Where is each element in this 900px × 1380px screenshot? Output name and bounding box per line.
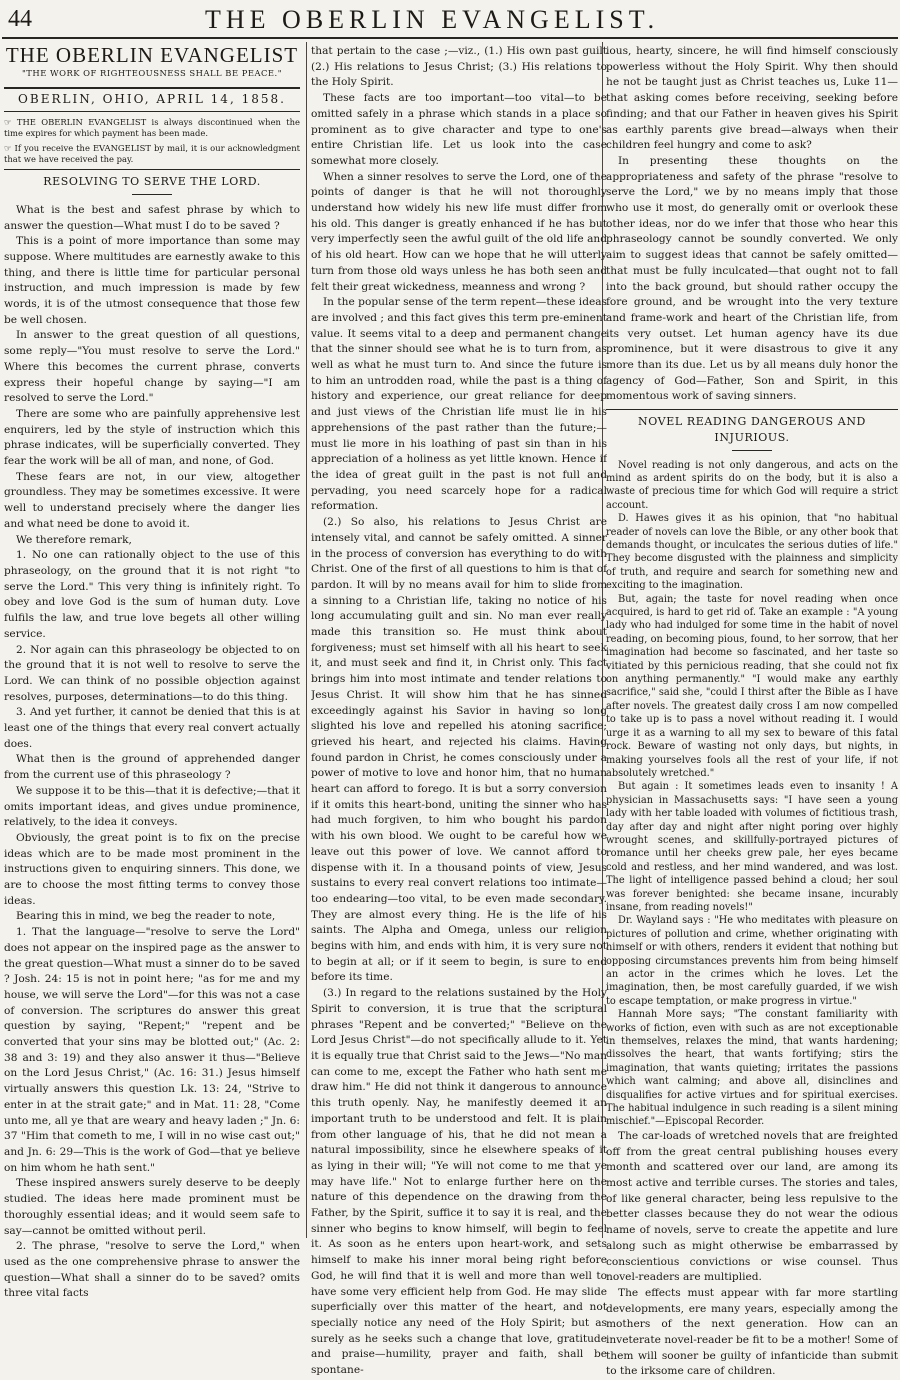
masthead: [0, 0, 900, 38]
paragraph: What is the best and safest phrase by which to answer the question—What must I do to be saved ?: [4, 203, 300, 232]
paragraph: These inspired answers surely deserve to be deeply studied. The ideas here made prominent must be thoroughly essential ideas; and it would seem safe to say—cannot be omitted without peril.: [4, 1177, 300, 1237]
payment-notice: ☞ If you receive the EVANGELIST by mail, it is our acknowledgment that we have received the pay.: [4, 143, 300, 165]
paragraph: In the popular sense of the term repent—these ideas are involved ; and this fact gives this term pre-eminent value. It seems vital to a deep and permanent change that the sinner should see what he is to turn from, as well as what he must turn to. And since the future is to him an untrodden road, while the past is a thing of history and experience, our great reliance for deep and just views of the Christian life must lie in his apprehensions of the past rather than the future;—must lie more in his loathing of past sin than in his appreciation of a holiness as yet little known. Hence if the idea of great guilt in the past is not full and pervading, you need scarcely hope for a radical reformation.: [311, 296, 607, 513]
paragraph: Hannah More says; "The constant familiarity with works of fiction, even with such as are not exceptionable in themselves, relaxes the mind, that wants hardening; dissolves the heart, that wants fortifying; stirs the imagination, that wants quieting; irritates the passions which want calming; and above all, disinclines and disqualifies for active virtues and for spiritual exercises. The habitual indulgence in such reading is a silent mining mischief."—Episcopal Recorder.: [606, 1009, 898, 1128]
paragraph: The car-loads of wretched novels that are freighted off from the great central publishing houses every month and scattered over our land, are among its most active and terrible curses. The stories and tales, of like general character, being less repulsive to the better classes because they do not wear the odious name of novels, serve to create the appetite and lure along such as might otherwise be embarrassed by conscientious convictions or wise counsel. Thus novel-readers are multiplied.: [606, 1129, 898, 1284]
article-heading: RESOLVING TO SERVE THE LORD.: [4, 169, 300, 190]
paragraph: This is a point of more importance than some may suppose. Where multitudes are earnestly awake to this thing, and there is little time for particular personal instruction, and much impression is made by few words, it is of the utmost consequence that those few be well chosen.: [4, 235, 300, 326]
page-number: 44: [8, 6, 32, 32]
dateline: OBERLIN, OHIO, APRIL 14, 1858.: [4, 87, 300, 112]
paragraph: There are some who are painfully apprehensive lest enquirers, led by the style of instruction which this phrase indicates, will be superficially converted. They fear the work will be all of man, and none, of God.: [4, 407, 300, 468]
paragraph: (3.) In regard to the relations sustained by the Holy Spirit to conversion, it is true that the scriptural phrases "Repent and be converted;" "Believe on the Lord Jesus Christ"—do not specifically allude to it. Yet it is equally true that Christ said to the Jews—"No man can come to me, except the Father who hath sent me draw him." He did not think it dangerous to announce this truth openly. Nay, he manifestly deemed it an important truth to be understood and felt. It is plain from other language of his, that he did not mean a natural impossibility, since he elsewhere speaks of it as lying in their will; "Ye will not come to me that ye may have life." Not to enlarge further here on the nature of this dependence on the drawing from the Father, by the Spirit, suffice it to say it is real, and the sinner who begins to know himself, will begin to feel it. As soon as he enters upon heart-work, and sets himself to make his inner moral being right before God, he will find that it is well and more than well to have some very efficient help from God. He may slide superficially over this matter of the heart, and not specially notice any need of the Holy Spirit; but as surely as he seeks such a change that love, gratitude and praise—humility, prayer and faith, shall be spontane-: [311, 987, 607, 1377]
paragraph: In presenting these thoughts on the appropriateness and safety of the phrase "resolve to serve the Lord," we by no means imply that those who use it most, do generally omit or overlook these other ideas, nor do we infer that those who hear this phraseology cannot be soundly converted. We only aim to suggest ideas that cannot be safely omitted—that must be fully inculcated—that ought not to fall into the back ground, but should rather occupy the fore ground, and be wrought into the very texture and frame-work and heart of the Christian life, from its very outset. Let human agency have its due prominence, but it were disastrous to give it any more than its due. Let us by all means duly honor the agency of God—Father, Son and Spirit, in this momentous work of saving sinners.: [606, 154, 898, 403]
paragraph: The effects must appear with far more startling developments, ere many years, especially among the mothers of the next generation. How can an inveterate novel-reader be fit to be a mother! Some of them will sooner be guilty of infanticide than submit to the irksome care of children.: [606, 1286, 898, 1378]
masthead-rule: [2, 37, 898, 39]
paragraph: 1. No one can rationally object to the use of this phraseology, on the ground that it is not right "to serve the Lord." This very thing is infinitely right. To obey and love God is the sum of human duty. Love fulfils the law, and true love begets all other willing service.: [4, 549, 300, 640]
paragraph: Bearing this in mind, we beg the reader to note,: [16, 910, 276, 923]
paragraph: 2. The phrase, "resolve to serve the Lord," when used as the one comprehensive phrase to answer the question—What shall a sinner do to be saved? omits three vital facts: [4, 1240, 300, 1300]
paragraph: ious, hearty, sincere, he will find himself consciously powerless without the Holy Spirit. Why then should he not be taught just as Christ teaches us, Luke 11—that asking comes before receiving, seeking before finding; and that our Father in heaven gives his Spirit as earthly parents give bread—always when their children feel hungry and come to ask?: [606, 45, 898, 152]
paragraph: But, again; the taste for novel reading when once acquired, is hard to get rid of. Take an example : "A young lady who had indulged for some time in the habit of novel reading, on becoming pious, found, to her sorrow, that her imagination had become so fascinated, and her taste so vitiated by this pernicious reading, that she could not fix on anything permanently." "I would make any earthly sacrifice," said she, "could I thirst after the Bible as I have after novels. The greatest daily cross I am now compelled to take up is to pass a novel without reading it. I would urge it as a warning to all my sex to beware of this fatal rock. Beware of wasting not only days, but nights, in making yourselves fools all the rest of your life, if not absolutely wretched.": [606, 593, 898, 779]
paragraph: Obviously, the great point is to fix on the precise ideas which are to be made most prominent in the instructions given to enquiring sinners. This done, we are to choose the most fitting terms to convey those ideas.: [4, 831, 300, 907]
paragraph: In answer to the great question of all questions, some reply—"You must resolve to serve the Lord." Where this becomes the current phrase, converts express their hopeful change by saying—"I am resolved to serve the Lord.": [4, 329, 300, 405]
column-rule: [306, 42, 307, 1238]
column-3: [606, 44, 898, 1380]
paragraph: D. Hawes gives it as his opinion, that "no habitual reader of novels can love the Bible, or any other book that demands thought, or inculcates the serious duties of life." They become disgusted with the plainness and simplicity of truth, and require and search for something new and exciting to the imagination.: [606, 513, 898, 592]
paragraph: 2. Nor again can this phraseology be objected to on the ground that it is not well to resolve to serve the Lord. We can think of no possible objection against resolves, purposes, determinations—to do this thing.: [4, 643, 300, 703]
column-2: [311, 44, 607, 1379]
heading-rule: [132, 194, 172, 195]
column-1: [4, 44, 300, 1302]
article-heading: NOVEL READING DANGEROUS AND INJURIOUS.: [606, 409, 898, 445]
paragraph: These facts are too important—too vital—to be omitted safely in a phrase which stands in a place so prominent as to give character and type to one's entire Christian life. Let us look into the case somewhat more closely.: [311, 92, 607, 167]
paragraph: When a sinner resolves to serve the Lord, one of the points of danger is that he will not thoroughly understand how widely his new life must differ from his old. This danger is greatly enhanced if he has but very imperfectly seen the awful guilt of the old life and of his old heart. How can we hope that he will utterly turn from those old ways unless he has both seen and felt their great wickedness, meanness and wrong ?: [311, 170, 607, 293]
paragraph: These fears are not, in our view, altogether groundless. They may be sometimes excessive. It were well to understand precisely where the danger lies and what need be done to avoid it.: [4, 470, 300, 530]
paragraph: Dr. Wayland says : "He who meditates with pleasure on pictures of pollution and crime, whether originating with himself or with others, renders it evident that nothing but opposing circumstances prevents him from being himself an actor in the crimes which he loves. Let the imagination, then, be most carefully guarded, if we wish to escape temptation, or make progress in virtue.": [606, 915, 898, 1007]
paragraph: (2.) So also, his relations to Jesus Christ are intensely vital, and cannot be safely omitted. A sinner in the process of conversion has everything to do with Christ. One of the first of all questions to him is that of pardon. It will by no means avail for him to slide from a sinning to a Christian life, taking no notice of his long accumulating guilt and sin. No man ever really made this transition so. He must think about forgiveness; must set himself with all his heart to seek it, and must seek and find it, in Christ only. This fact brings him into most intimate and tender relations to Jesus Christ. It will show him that he has sinned exceedingly against his Savior in having so long slighted his love and repelled his atoning sacrifice; grieved his heart, and rejected his claims. Having found pardon in Christ, he comes consciously under a power of motive to love and honor him, that no human heart can afford to forego. It is but a sorry conversion if it omits this heart-bond, uniting the sinner who has had much forgiven, to him who bought his pardon with his own blood. We ought to be careful how we leave out this power of love. We cannot afford to dispense with it. In a thousand points of view, Jesus sustains to every real convert relations too intimate—too endearing—too vital, to be even made secondary. They are almost every thing. He is the life of his saints. The Alpha and Omega, unless our religion begins with him, and ends with him, it is very sure not to begin at all; or if it seem to begin, is sure to end before its time.: [311, 516, 607, 984]
running-title: THE OBERLIN EVANGELIST.: [205, 5, 660, 34]
paragraph: that pertain to the case ;—viz., (1.) His own past guilt (2.) His relations to Jesus Christ; (3.) His relations to the Holy Spirit.: [311, 45, 607, 89]
subscription-notice: ☞ THE OBERLIN EVANGELIST is always discontinued when the time expires for which payment has been made.: [4, 117, 300, 139]
paper-motto: "THE WORK OF RIGHTEOUSNESS SHALL BE PEACE.": [21, 67, 283, 78]
paragraph: 3. And yet further, it cannot be denied that this is at least one of the things that every real convert actually does.: [4, 706, 300, 750]
paragraph: What then is the ground of apprehended danger from the current use of this phraseology ?: [4, 753, 300, 782]
paragraph: Novel reading is not only dangerous, and acts on the mind as ardent spirits do on the body, but it is also a waste of precious time for which God will require a strict account.: [606, 459, 898, 511]
paragraph: We suppose it to be this—that it is defective;—that it omits important ideas, and gives undue prominence, relatively, to the idea it conveys.: [4, 784, 300, 829]
paper-title: THE OBERLIN EVANGELIST: [5, 44, 299, 67]
heading-rule: [732, 450, 772, 451]
paragraph: 1. That the language—"resolve to serve the Lord" does not appear on the inspired page as the answer to the great question—What must a sinner do to be saved ? Josh. 24: 15 is not in point here; "as for me and my house, we will serve the Lord"—for this was not a case of conversion. The scriptures do answer this great question by saying, "Repent;" "repent and be converted that your sins may be blotted out;" (Ac. 2: 38 and 3: 19) and they also answer it thus—"Believe on the Lord Jesus Christ," (Ac. 16: 31.) Jesus himself virtually answers this question Lk. 13: 24, "Strive to enter in at the strait gate;" and in Mat. 11: 28, "Come unto me, all ye that are weary and heavy laden ;" Jn. 6: 37 "Him that cometh to me, I will in no wise cast out;" and Jn. 6: 29—This is the work of God—that ye believe on him whom he hath sent.": [4, 926, 300, 1174]
paragraph: But again : It sometimes leads even to insanity ! A physician in Massachusetts says: "I have seen a young lady with her table loaded with volumes of fictitious trash, day after day and night after night poring over highly wrought scenes, and skillfully-portrayed pictures of romance until her cheeks grew pale, her eyes became cold and restless, and her mind wandered, and was lost. The light of intelligence passed behind a cloud; her soul was forever benighted: she became insane, incurably insane, from reading novels!": [606, 781, 898, 913]
paragraph: We therefore remark,: [16, 533, 132, 546]
